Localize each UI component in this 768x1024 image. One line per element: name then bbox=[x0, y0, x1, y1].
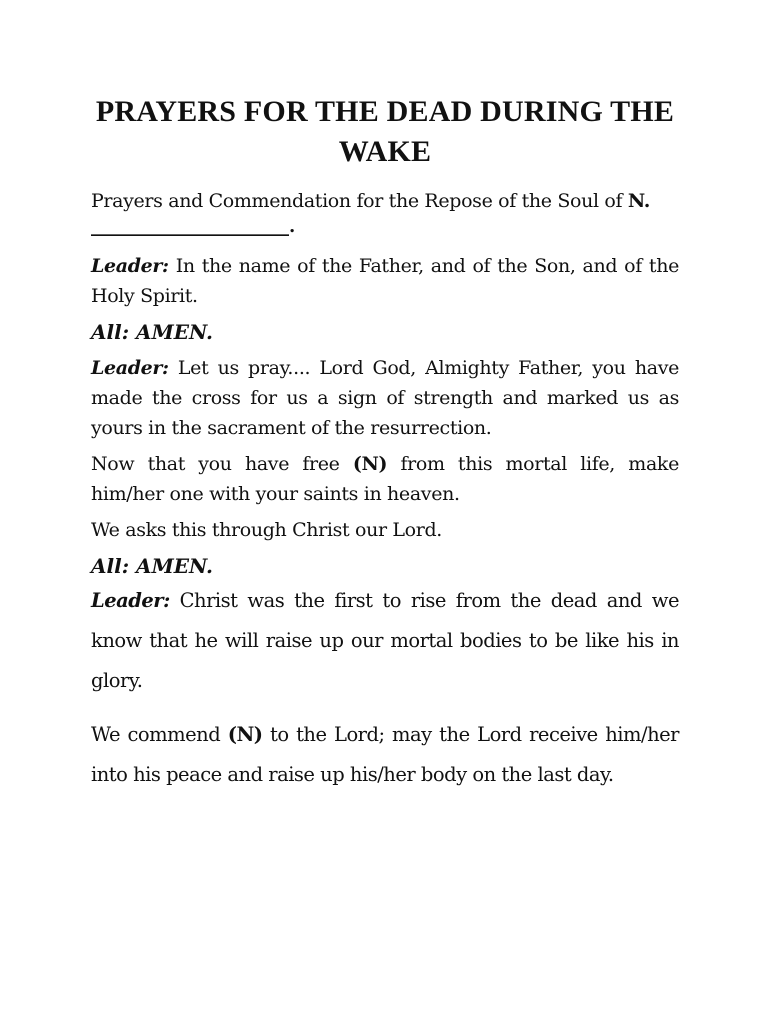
paragraph-text: Christ was the first to rise from the dead and we know that he will raise up our mortal bodies to be like his in glory. bbox=[91, 589, 679, 692]
response-amen-1: All: AMEN. bbox=[91, 320, 213, 344]
response-amen-2: All: AMEN. bbox=[91, 554, 213, 578]
leader-paragraph-3 bbox=[91, 581, 679, 701]
leader-paragraph-1 bbox=[91, 251, 679, 311]
leader-paragraph-2 bbox=[91, 353, 679, 443]
name-placeholder: (N) bbox=[352, 453, 388, 475]
paragraph-text: to the Lord; may the Lord receive him/her into his peace and raise up his/her body on the last day. bbox=[91, 723, 679, 786]
name-blank: ______________________. bbox=[91, 216, 296, 237]
name-placeholder: (N) bbox=[227, 723, 263, 746]
body-paragraph-free bbox=[91, 449, 679, 509]
body-paragraph-ask: We asks this through Christ our Lord. bbox=[91, 519, 443, 541]
intro-name: N. bbox=[627, 190, 650, 212]
speaker-label: Leader: bbox=[91, 589, 170, 612]
name-blank-line bbox=[91, 212, 679, 242]
paragraph-text: In the name of the Father, and of the Son, and of the Holy Spirit. bbox=[91, 255, 679, 307]
speaker-label: Leader: bbox=[91, 255, 169, 277]
paragraph-text: Let us pray.... Lord God, Almighty Father, you have made the cross for us a sign of strength and marked us as yours in the sacrament of the resurrection. bbox=[91, 357, 679, 439]
paragraph-text: Now that you have free bbox=[91, 453, 353, 475]
document-page bbox=[91, 92, 679, 795]
paragraph-text: We commend bbox=[91, 723, 228, 746]
document-title: PRAYERS FOR THE DEAD DURING THE WAKE bbox=[95, 95, 675, 168]
speaker-label: Leader: bbox=[91, 357, 169, 379]
paragraph-text: from this mortal life, make him/her one with your saints in heaven. bbox=[91, 453, 679, 505]
intro-text: Prayers and Commendation for the Repose of the Soul of bbox=[91, 190, 628, 212]
body-paragraph-commend bbox=[91, 715, 679, 795]
